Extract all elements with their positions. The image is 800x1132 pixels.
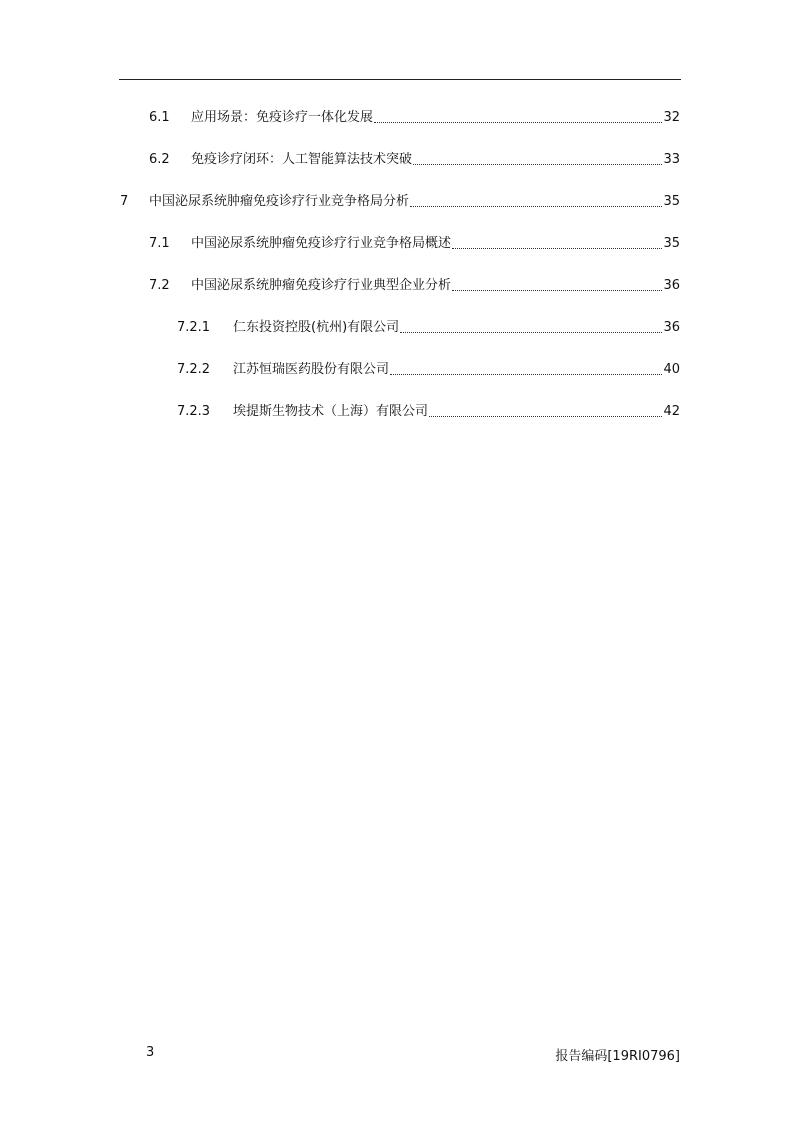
toc-entry-number: 7.1 [149, 236, 170, 251]
footer-page-number: 3 [146, 1045, 155, 1060]
toc-entry-title: 中国泌尿系统肿瘤免疫诊疗行业竞争格局分析 [149, 194, 410, 209]
toc-dot-leader [374, 121, 662, 123]
toc-entry-page: 35 [663, 236, 680, 251]
toc-entry-number: 7.2.2 [177, 362, 211, 377]
footer-report-code: 报告编码[19RI0796] [555, 1049, 680, 1064]
toc-dot-leader [390, 373, 662, 375]
toc-entry-7-2[interactable] [149, 276, 680, 296]
toc-entry-title: 埃提斯生物技术（上海）有限公司 [233, 404, 429, 419]
toc-entry-page: 42 [663, 404, 680, 419]
toc-entry-page: 32 [663, 110, 680, 125]
toc-entry-title: 江苏恒瑞医药股份有限公司 [233, 362, 390, 377]
toc-entry-number: 6.1 [149, 110, 170, 125]
toc-entry-page: 36 [663, 320, 680, 335]
toc-entry-page: 36 [663, 278, 680, 293]
toc-entry-6-1[interactable] [149, 108, 680, 128]
toc-entry-7-2-1[interactable] [177, 318, 680, 338]
toc-entry-number: 7 [120, 194, 129, 209]
toc-dot-leader [429, 415, 662, 417]
toc-entry-page: 33 [663, 152, 680, 167]
toc-dot-leader [400, 331, 662, 333]
toc-dot-leader [413, 163, 662, 165]
toc-entry-title: 免疫诊疗闭环：人工智能算法技术突破 [191, 152, 413, 167]
toc-entry-number: 6.2 [149, 152, 170, 167]
toc-dot-leader [452, 247, 662, 249]
toc-entry-page: 40 [663, 362, 680, 377]
toc-entry-title: 仁东投资控股(杭州)有限公司 [233, 320, 400, 335]
toc-entry-number: 7.2.1 [177, 320, 211, 335]
toc-entry-number: 7.2 [149, 278, 170, 293]
toc-entry-page: 35 [663, 194, 680, 209]
toc-entry-7-2-3[interactable] [177, 402, 680, 422]
toc-dot-leader [452, 289, 662, 291]
toc-entry-6-2[interactable] [149, 150, 680, 170]
toc-entry-title: 中国泌尿系统肿瘤免疫诊疗行业竞争格局概述 [191, 236, 452, 251]
toc-entry-title: 中国泌尿系统肿瘤免疫诊疗行业典型企业分析 [191, 278, 452, 293]
toc-dot-leader [410, 205, 662, 207]
toc-entry-number: 7.2.3 [177, 404, 211, 419]
toc-entry-7-1[interactable] [149, 234, 680, 254]
toc-entry-7-2-2[interactable] [177, 360, 680, 380]
toc-entry-title: 应用场景：免疫诊疗一体化发展 [191, 110, 374, 125]
toc-entry-7[interactable] [120, 192, 680, 212]
table-of-contents [0, 0, 800, 440]
